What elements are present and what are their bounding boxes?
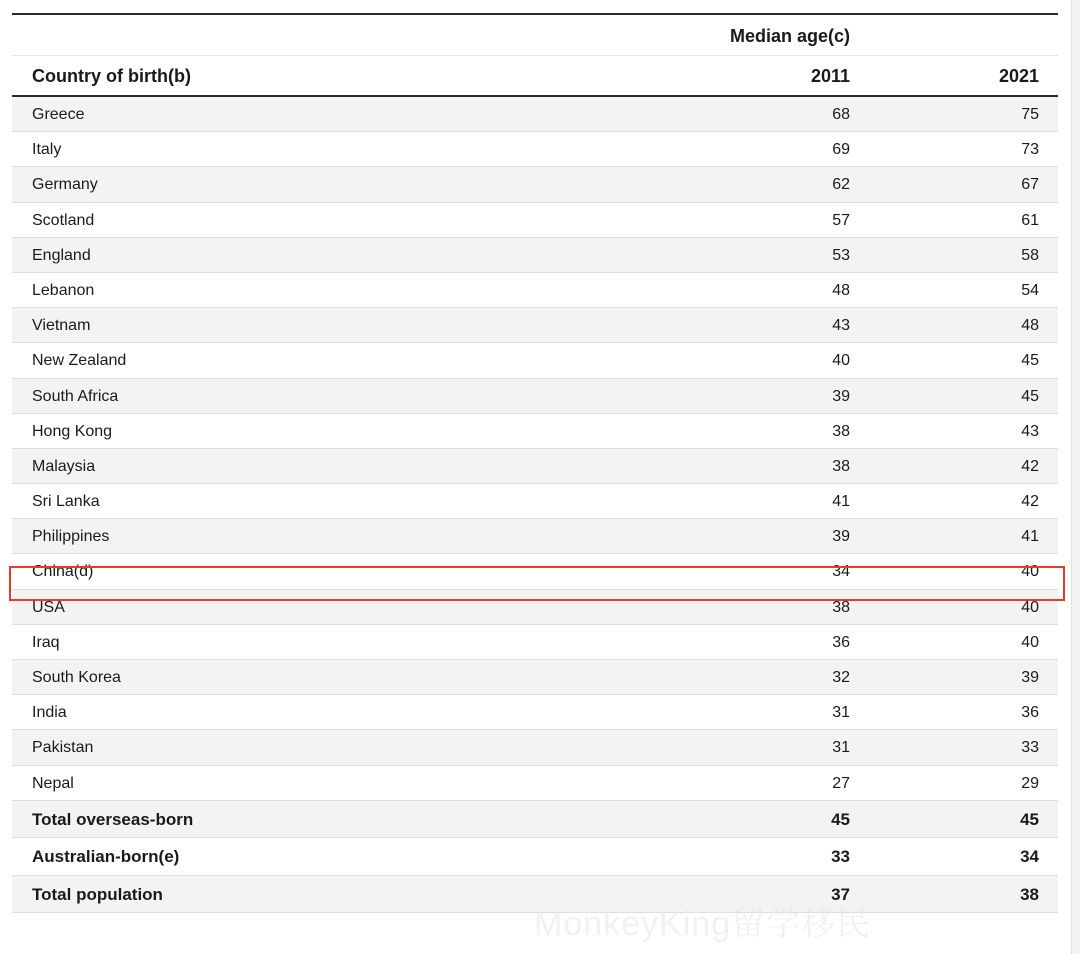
table-row [12, 730, 1058, 765]
value-2011-cell: 39 [832, 528, 850, 546]
median-age-table [12, 13, 1058, 913]
table-row [12, 273, 1058, 308]
value-2021-cell: 36 [1021, 704, 1039, 722]
country-cell: Sri Lanka [32, 493, 100, 511]
country-cell: Italy [32, 141, 62, 159]
table-row [12, 766, 1058, 801]
value-2021-cell: 38 [1020, 884, 1039, 904]
value-2021-cell: 54 [1021, 281, 1039, 299]
value-2011-cell: 48 [832, 281, 850, 299]
total-row [12, 801, 1058, 839]
scrollbar-track[interactable] [1071, 0, 1080, 954]
country-cell: Vietnam [32, 317, 91, 335]
table-row [12, 625, 1058, 660]
table-row [12, 238, 1058, 273]
value-2021-cell: 39 [1021, 669, 1039, 686]
country-cell: Lebanon [32, 281, 95, 299]
country-cell: England [32, 246, 91, 264]
value-2021-cell: 34 [1020, 847, 1039, 867]
table-row [12, 484, 1058, 519]
value-2011-cell: 62 [832, 176, 850, 194]
value-2021-cell: 75 [1021, 106, 1039, 123]
value-2011-cell: 38 [832, 598, 850, 616]
value-2021-cell: 45 [1021, 387, 1039, 405]
table-row [12, 554, 1058, 589]
value-2011-cell: 40 [832, 352, 850, 370]
value-2011-cell: 53 [832, 246, 850, 264]
table-row [12, 97, 1058, 132]
country-cell: Malaysia [32, 457, 96, 475]
value-2021-cell: 33 [1021, 739, 1039, 757]
value-2011-cell: 68 [832, 106, 850, 123]
country-cell: New Zealand [32, 352, 127, 370]
country-cell: USA [32, 598, 65, 616]
value-2021-cell: 42 [1021, 457, 1039, 475]
country-cell: Pakistan [32, 739, 94, 757]
table-row [12, 519, 1058, 554]
country-cell: Scotland [32, 211, 95, 229]
column-header-2011: 2011 [810, 66, 850, 86]
value-2021-cell: 43 [1021, 422, 1039, 440]
value-2021-cell: 40 [1021, 563, 1039, 581]
value-2011-cell: 31 [832, 704, 850, 722]
value-2021-cell: 41 [1021, 528, 1039, 546]
table-row [12, 167, 1058, 202]
value-2021-cell: 42 [1021, 493, 1039, 511]
value-2021-cell: 40 [1021, 633, 1039, 651]
value-2011-cell: 43 [832, 317, 850, 335]
value-2011-cell: 34 [832, 563, 850, 581]
value-2021-cell: 73 [1021, 141, 1039, 159]
table-row [12, 308, 1058, 343]
column-header-country: Country of birth(b) [32, 66, 191, 86]
table-group-header-row [12, 15, 1058, 56]
country-cell: Australian-born(e) [32, 847, 180, 867]
country-cell: Greece [32, 106, 85, 123]
table-row [12, 203, 1058, 238]
value-2021-cell: 58 [1021, 246, 1039, 264]
country-cell: South Korea [32, 669, 121, 686]
country-cell: Total population [32, 884, 163, 904]
country-cell: Philippines [32, 528, 110, 546]
table-row [12, 132, 1058, 167]
country-cell: Germany [32, 176, 98, 194]
country-cell: China(d) [32, 563, 94, 581]
median-age-group-header: Median age(c) [729, 26, 850, 46]
value-2011-cell: 41 [832, 493, 850, 511]
value-2021-cell: 67 [1021, 176, 1039, 194]
value-2011-cell: 39 [832, 387, 850, 405]
table-body [12, 97, 1058, 913]
total-row [12, 876, 1058, 914]
value-2011-cell: 27 [832, 774, 850, 792]
value-2011-cell: 37 [831, 884, 850, 904]
value-2011-cell: 57 [832, 211, 850, 229]
watermark: MonkeyKing留学移民 [534, 905, 872, 943]
value-2021-cell: 40 [1021, 598, 1039, 616]
value-2011-cell: 38 [832, 422, 850, 440]
column-header-2021: 2021 [998, 66, 1039, 86]
value-2011-cell: 38 [832, 457, 850, 475]
table-row [12, 379, 1058, 414]
table-row [12, 343, 1058, 378]
value-2011-cell: 69 [832, 141, 850, 159]
country-cell: Hong Kong [32, 422, 113, 440]
value-2011-cell: 45 [831, 809, 850, 829]
value-2021-cell: 48 [1021, 317, 1039, 335]
table-row [12, 590, 1058, 625]
table-column-header-row [12, 56, 1058, 97]
value-2011-cell: 32 [832, 669, 850, 686]
value-2021-cell: 45 [1021, 352, 1039, 370]
country-cell: Iraq [32, 633, 60, 651]
country-cell: Nepal [32, 774, 74, 792]
value-2011-cell: 31 [832, 739, 850, 757]
total-row [12, 838, 1058, 876]
value-2021-cell: 45 [1020, 809, 1039, 829]
value-2011-cell: 36 [832, 633, 850, 651]
table-row [12, 449, 1058, 484]
country-cell: South Africa [32, 387, 119, 405]
value-2011-cell: 33 [831, 847, 850, 867]
table-row [12, 695, 1058, 730]
country-cell: Total overseas-born [32, 809, 194, 829]
value-2021-cell: 29 [1021, 774, 1039, 792]
country-cell: India [32, 704, 67, 722]
value-2021-cell: 61 [1021, 211, 1039, 229]
table-row [12, 660, 1058, 695]
table-row [12, 414, 1058, 449]
